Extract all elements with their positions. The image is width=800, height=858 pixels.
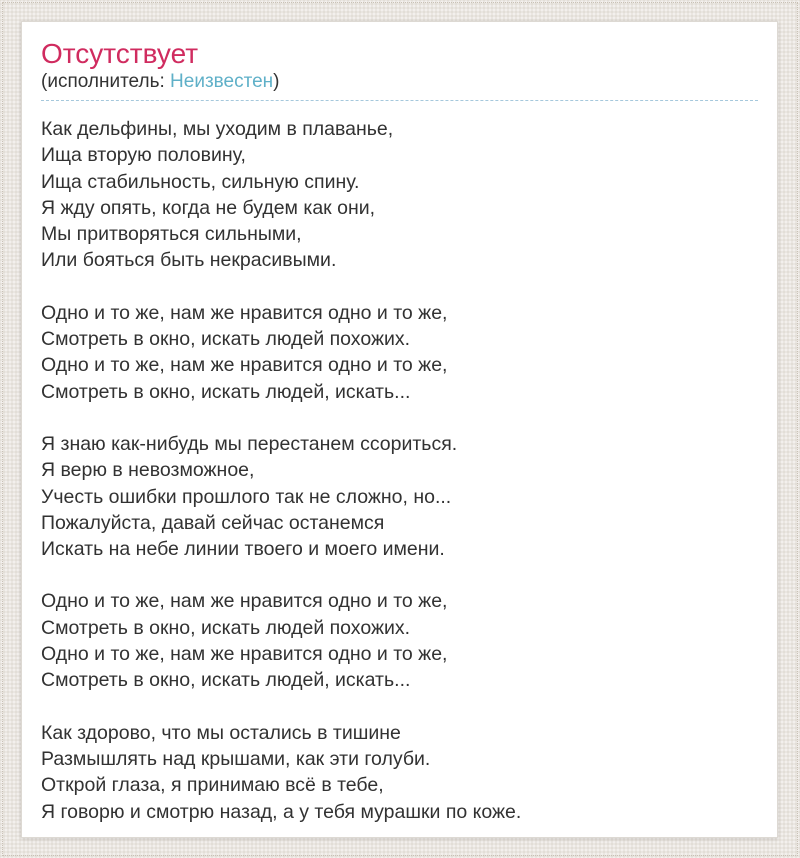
- lyric-line: Размышлять над крышами, как эти голуби.: [41, 747, 431, 770]
- lyric-line: Мы притворяться сильными,: [41, 223, 302, 246]
- artist-link[interactable]: Неизвестен: [170, 71, 274, 92]
- lyric-line: Я верю в невозможное,: [41, 459, 255, 482]
- lyric-line: Ища вторую половину,: [41, 144, 246, 167]
- lyric-line: Или бояться быть некрасивыми.: [41, 249, 337, 272]
- lyric-line: Как дельфины, мы уходим в плаванье,: [41, 118, 394, 140]
- lyric-line: Одно и то же, нам же нравится одно и то же,: [41, 590, 448, 613]
- artist-label-suffix: ): [273, 71, 280, 92]
- lyric-line: Смотреть в окно, искать людей похожих.: [41, 616, 411, 639]
- lyric-line: Смотреть в окно, искать людей похожих.: [41, 328, 411, 351]
- lyric-line: Я знаю как-нибудь мы перестанем ссориться.: [41, 432, 458, 455]
- page-title: Отсутствует: [41, 38, 199, 69]
- lyric-line: Я жду опять, когда не будем как они,: [41, 196, 376, 219]
- stanza: [41, 116, 758, 274]
- lyric-line: Открой глаза, я принимаю всё в тебе,: [41, 774, 384, 797]
- lyrics-card: [21, 21, 778, 838]
- lyric-line: Я говорю и смотрю назад, а у тебя мурашки по коже.: [41, 800, 522, 823]
- lyric-line: Пожалуйста, давай сейчас останемся: [41, 511, 385, 534]
- lyric-line: Одно и то же, нам же нравится одно и то же,: [41, 643, 448, 666]
- stanza: [41, 300, 758, 405]
- artist-line: [41, 70, 758, 101]
- lyric-line: Одно и то же, нам же нравится одно и то же,: [41, 301, 448, 324]
- lyric-line: Одно и то же, нам же нравится одно и то же,: [41, 354, 448, 377]
- stanza: [41, 431, 758, 562]
- stanza: [41, 720, 758, 825]
- lyric-line: Смотреть в окно, искать людей, искать...: [41, 669, 411, 692]
- lyric-line: Искать на небе линии твоего и моего имени.: [41, 538, 445, 561]
- lyrics-text: [41, 116, 758, 825]
- lyric-line: Смотреть в окно, искать людей, искать...: [41, 380, 411, 403]
- lyric-line: Учесть ошибки прошлого так не сложно, но...: [41, 485, 452, 508]
- lyric-line: Как здорово, что мы остались в тишине: [41, 721, 401, 744]
- lyric-line: Ища стабильность, сильную спину.: [41, 170, 360, 193]
- stanza: [41, 588, 758, 693]
- artist-label-prefix: (исполнитель:: [41, 71, 171, 92]
